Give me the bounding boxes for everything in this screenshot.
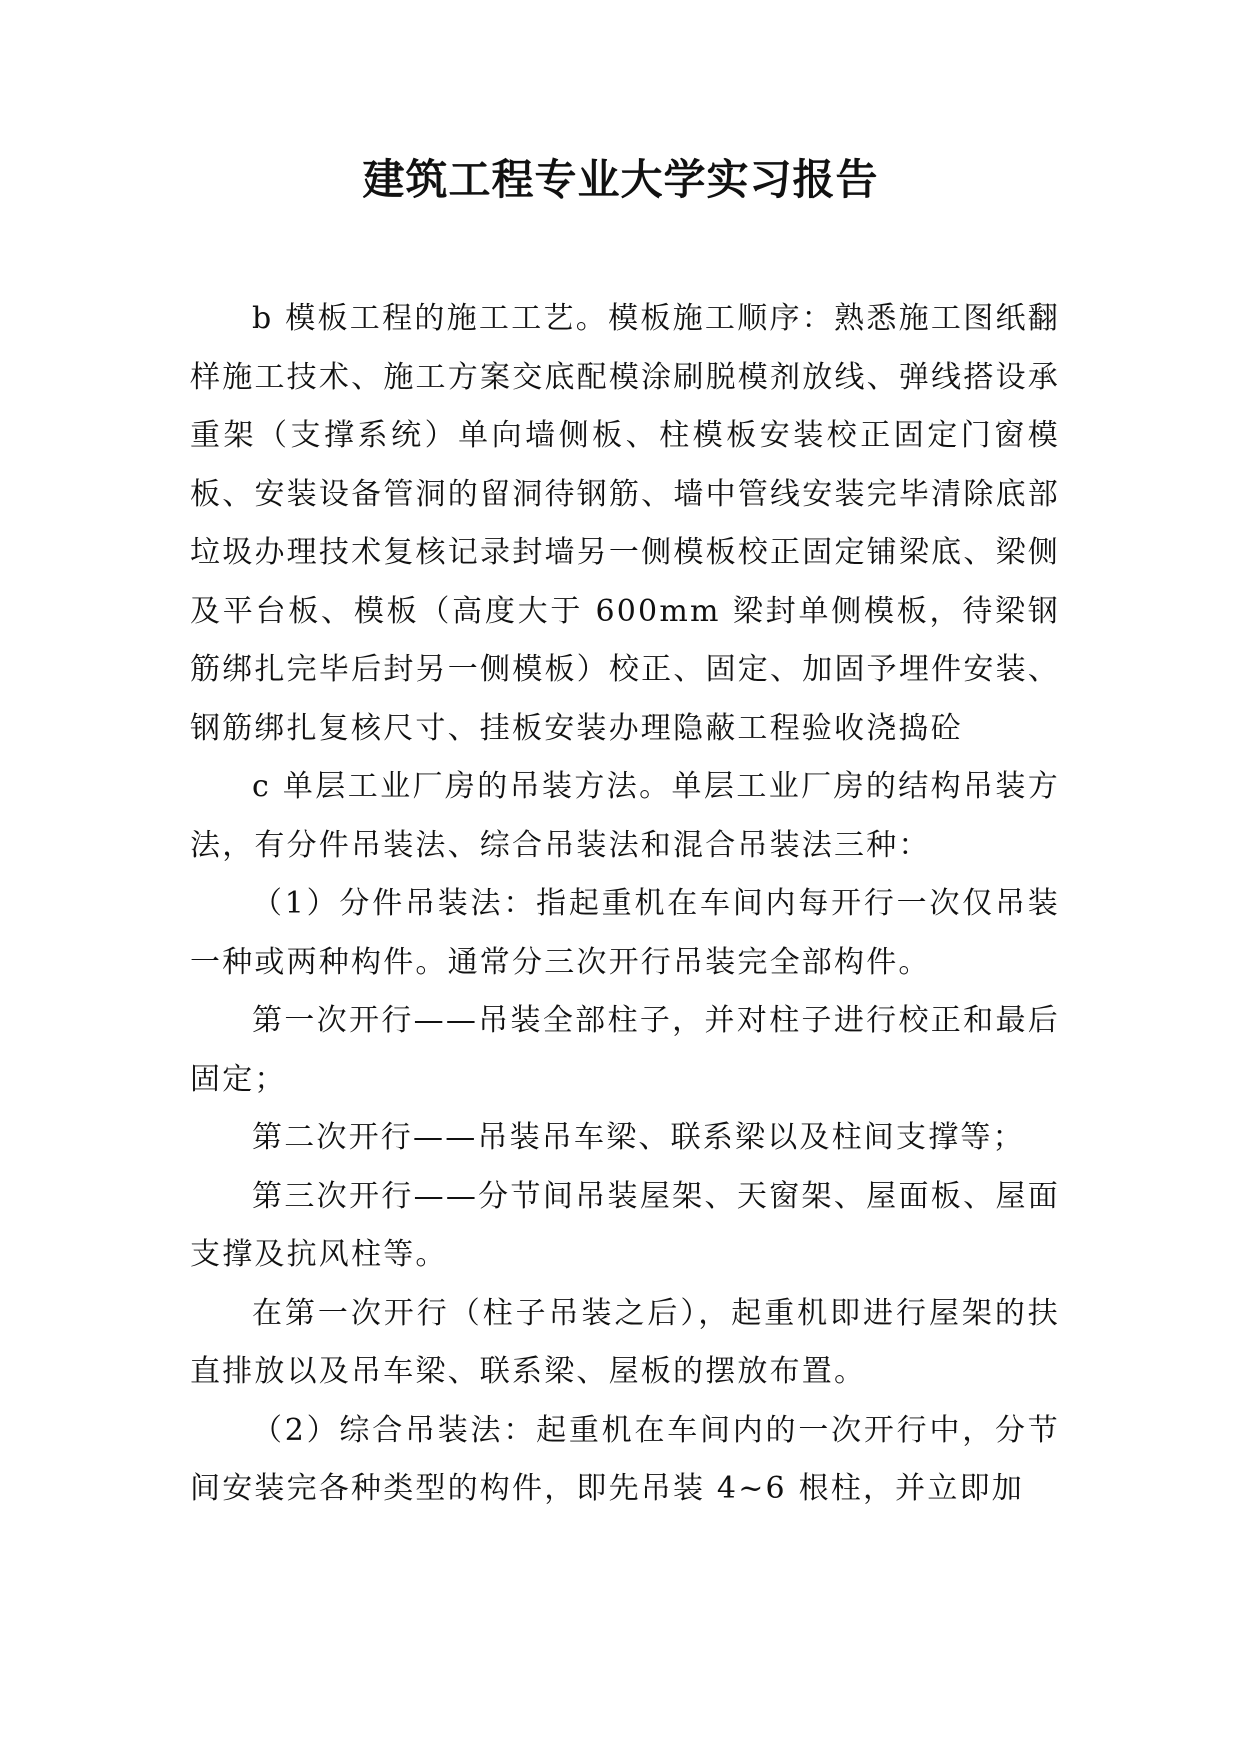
paragraph-separate-hoisting: （1）分件吊装法：指起重机在车间内每开行一次仅吊装一种或两种构件。通常分三次开行吊装完全部构件。 [190, 886, 1060, 980]
paragraph-combined-hoisting: （2）综合吊装法：起重机在车间内的一次开行中，分节间安装完各种类型的构件，即先吊装 4~6 根柱，并立即加 [190, 1412, 1060, 1506]
paragraph-third-pass: 第三次开行——分节间吊装屋架、天窗架、屋面板、屋面支撑及抗风柱等。 [190, 1178, 1060, 1272]
document-body [190, 290, 1060, 1519]
paragraph-hoisting-methods: c 单层工业厂房的吊装方法。单层工业厂房的结构吊装方法，有分件吊装法、综合吊装法和混合吊装法三种： [190, 769, 1060, 863]
document-title: 建筑工程专业大学实习报告 [362, 155, 879, 204]
paragraph-second-pass: 第二次开行——吊装吊车梁、联系梁以及柱间支撑等； [252, 1120, 1025, 1155]
paragraph-after-first-pass: 在第一次开行（柱子吊装之后），起重机即进行屋架的扶直排放以及吊车梁、联系梁、屋板的摆放布置。 [190, 1295, 1060, 1389]
paragraph-formwork-process: b 模板工程的施工工艺。模板施工顺序：熟悉施工图纸翻样施工技术、施工方案交底配模涂刷脱模剂放线、弹线搭设承重架（支撑系统）单向墙侧板、柱模板安装校正固定门窗模板、安装设备管洞的留洞待钢筋、墙中管线安装完毕清除底部垃圾办理技术复核记录封墙另一侧模板校正固定铺梁底、梁侧及平台板、模板（高度大于 600mm 梁封单侧模板，待梁钢筋绑扎完毕后封另一侧模板）校正、固定、加固予埋件安装、钢筋绑扎复核尺寸、挂板安装办理隐蔽工程验收浇捣砼 [190, 301, 1060, 746]
paragraph-first-pass: 第一次开行——吊装全部柱子，并对柱子进行校正和最后固定； [190, 1003, 1060, 1097]
